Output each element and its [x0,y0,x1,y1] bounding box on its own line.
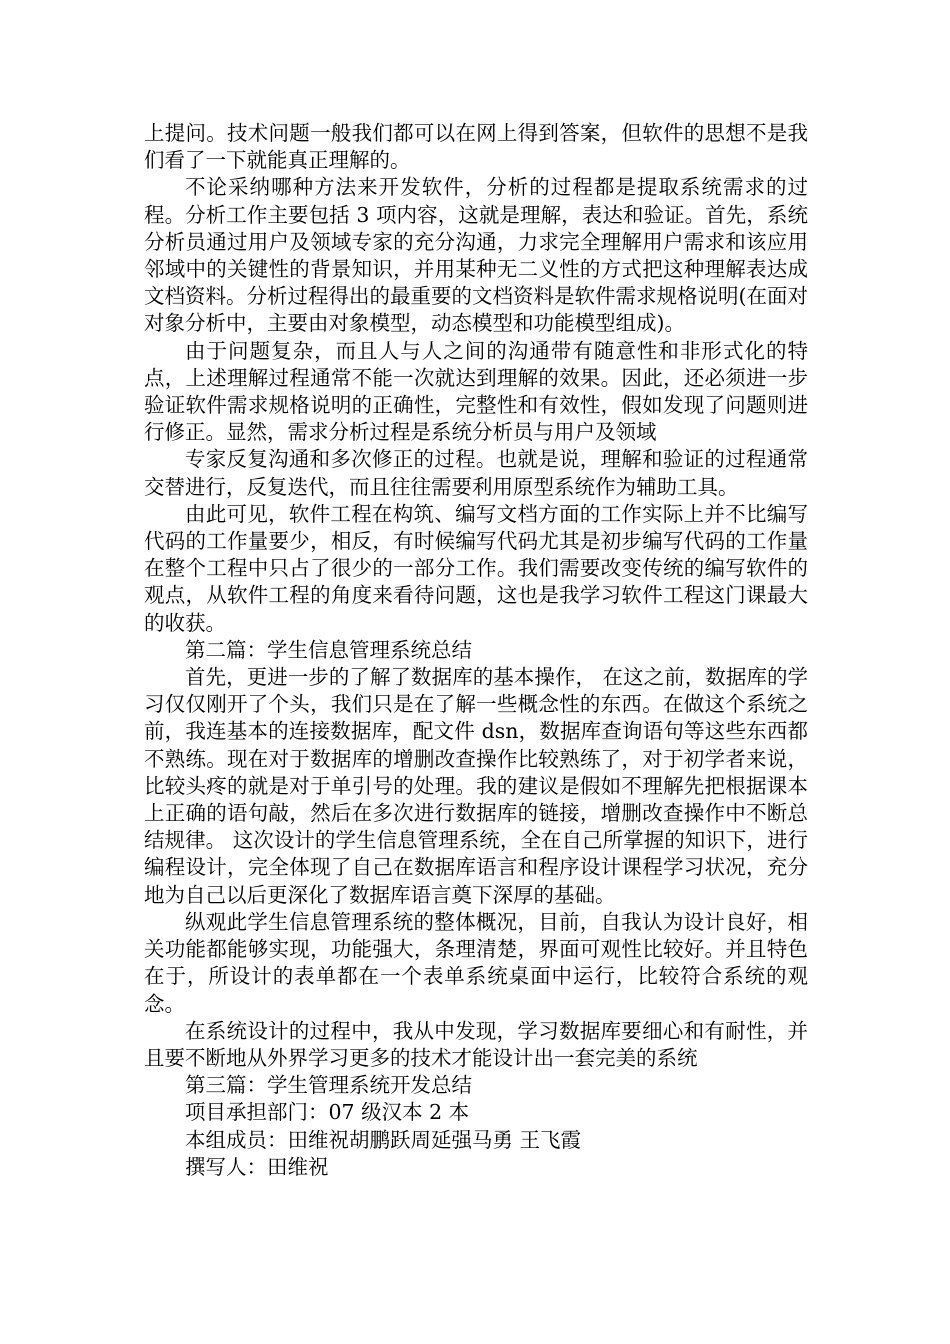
document-page [144,120,808,1181]
paragraph-analysis-process: 不论采纳哪种方法来开发软件，分析的过程都是提取系统需求的过程。分析工作主要包括 3 项内容，这就是理解，表达和验证。首先，系统分析员通过用户及领域专家的充分沟通，力求完全理解用户需求和该应用邻域中的关键性的背景知识，并用某种无二义性的方式把这种理解表达成文档资料。分析过程得出的最重要的文档资料是软件需求规格说明(在面对对象分析中，主要由对象模型，动态模型和功能模型组成)。 [144,175,808,336]
author: 撰写人：田维祝 [185,1154,329,1179]
team-members: 本组成员：田维祝胡鹏跃周延强马勇 王飞霞 [185,1127,582,1152]
section-heading-part-two: 第二篇：学生信息管理系统总结 [185,637,472,662]
paragraph-design-reflection: 在系统设计的过程中，我从中发现，学习数据库要细心和有耐性，并且要不断地从外界学习更多的技术才能设计出一套完美的系统 [144,1018,808,1070]
paragraph-iteration: 专家反复沟通和多次修正的过程。也就是说，理解和验证的过程通常交替进行，反复迭代，而且往往需要利用原型系统作为辅助工具。 [144,447,808,499]
paragraph-database-learning: 首先，更进一步的了解了数据库的基本操作， 在这之前，数据库的学习仅仅刚开了个头，我们只是在了解一些概念性的东西。在做这个系统之前，我连基本的连接数据库，配文件 dsn，数据库查询语句等这些东西都不熟练。现在对于数据库的增删改查操作比较熟练了，对于初学者来说，比较头疼的就是对于单引号的处理。我的建议是假如不理解先把根据课本上正确的语句敲，然后在多次进行数据库的链接，增删改查操作中不断总结规律。 这次设计的学生信息管理系统，全在自己所掌握的知识下，进行编程设计，完全体现了自己在数据库语言和程序设计课程学习状况，充分地为自己以后更深化了数据库语言奠下深厚的基础。 [144,665,808,907]
paragraph-system-overview: 纵观此学生信息管理系统的整体概况，目前，自我认为设计良好，相关功能都能够实现，功能强大，条理清楚，界面可观性比较好。并且特色在于，所设计的表单都在一个表单系统桌面中运行，比较符合系统的观念。 [144,909,808,1016]
project-department: 项目承担部门：07 级汉本 2 本 [185,1100,470,1125]
paragraph-verification: 由于问题复杂，而且人与人之间的沟通带有随意性和非形式化的特点，上述理解过程通常不能一次就达到理解的效果。因此，还必须进一步验证软件需求规格说明的正确性，完整性和有效性，假如发现了问题则进行修正。显然，需求分析过程是系统分析员与用户及领域 [144,338,808,445]
paragraph-conclusion: 由此可见，软件工程在构筑、编写文档方面的工作实际上并不比编写代码的工作量要少，相反，有时候编写代码尤其是初步编写代码的工作量在整个工程中只占了很少的一部分工作。我们需要改变传统的编写软件的观点，从软件工程的角度来看待问题，这也是我学习软件工程这门课最大的收获。 [144,501,808,635]
paragraph-continuation: 上提问。技术问题一般我们都可以在网上得到答案，但软件的思想不是我们看了一下就能真正理解的。 [144,121,808,173]
section-heading-part-three: 第三篇：学生管理系统开发总结 [185,1073,472,1098]
